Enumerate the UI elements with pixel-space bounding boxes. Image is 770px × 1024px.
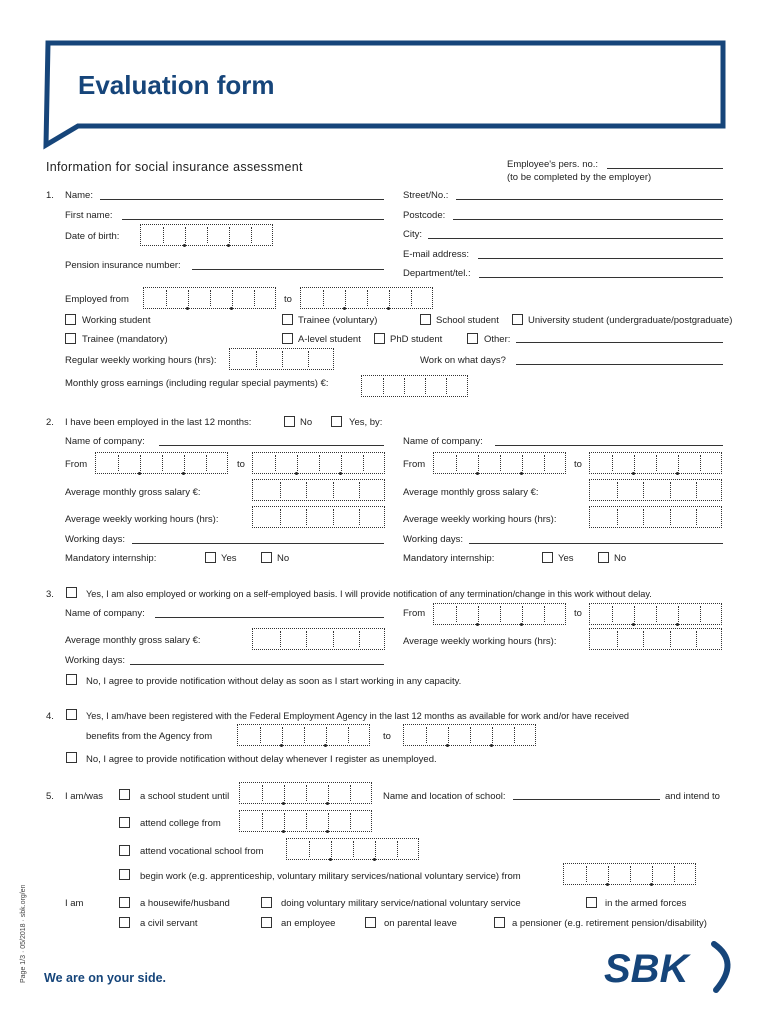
begin-work-label: begin work (e.g. apprenticeship, voluntary military services/national voluntary service) from [140,871,521,882]
company-a-label: Name of company: [65,436,145,447]
company-b-label: Name of company: [403,436,483,447]
self-employed-no-checkbox[interactable] [66,674,77,685]
school-student-checkbox[interactable] [420,314,431,325]
employment-agency-yes-checkbox[interactable] [66,709,77,720]
sbk-logo [602,938,742,998]
company-b-internship-yes-checkbox[interactable] [542,552,553,563]
dept-field[interactable] [479,277,723,278]
company-b-internship-no-checkbox[interactable] [598,552,609,563]
company-a-internship-no-label: No [277,553,290,564]
employee-label: an employee [281,918,336,929]
dob-field[interactable] [140,224,273,246]
employed-12m-yes-checkbox[interactable] [331,416,342,427]
trainee-voluntary-checkbox[interactable] [282,314,293,325]
phd-checkbox[interactable] [374,333,385,344]
first-name-label: First name: [65,210,113,221]
employee-checkbox[interactable] [261,917,272,928]
company-a-internship-no-checkbox[interactable] [261,552,272,563]
voluntary-service-checkbox[interactable] [261,897,272,908]
working-student-checkbox[interactable] [65,314,76,325]
pension-field[interactable] [192,269,384,270]
school-until-checkbox[interactable] [119,789,130,800]
page-info-side-note: Page 1/3 · 05/2018 · sbk.org/en [20,884,27,983]
company-b-internship-no-label: No [614,553,627,564]
iamwas-label: I am/was [65,791,104,802]
housewife-checkbox[interactable] [119,897,130,908]
s3-company-field[interactable] [155,617,384,618]
city-label: City: [403,229,422,240]
company-a-from-label: From [65,459,88,470]
company-a-from-field[interactable] [95,452,228,474]
civil-servant-checkbox[interactable] [119,917,130,928]
section-1-number: 1. [46,190,54,201]
other-label: Other: [484,334,511,345]
first-name-field[interactable] [122,219,384,220]
s3-salary-label: Average monthly gross salary €: [65,635,201,646]
benefits-to-label: to [383,731,391,742]
company-a-hours-label: Average weekly working hours (hrs): [65,514,219,525]
street-field[interactable] [456,199,723,200]
employee-no-label: Employee's pers. no.: [507,159,599,170]
s3-days-field[interactable] [130,664,384,665]
s3-hours-field[interactable] [589,628,722,650]
vocational-field[interactable] [286,838,419,860]
pension-label: Pension insurance number: [65,260,181,271]
company-b-hours-label: Average weekly working hours (hrs): [403,514,557,525]
voluntary-service-label: doing voluntary military service/national voluntary service [281,898,521,909]
self-employed-yes-checkbox[interactable] [66,587,77,598]
company-b-field[interactable] [495,445,723,446]
street-label: Street/No.: [403,190,449,201]
s3-company-label: Name of company: [65,608,145,619]
company-a-days-label: Working days: [65,534,126,545]
other-field[interactable] [516,342,723,343]
weekly-hours-field[interactable] [229,348,334,370]
section-heading: Information for social insurance assessment [46,160,303,174]
college-checkbox[interactable] [119,817,130,828]
self-employed-no-label: No, I agree to provide notification without delay as soon as I start working in any capacity. [86,676,462,687]
employed-from-label: Employed from [65,294,129,305]
parental-leave-label: on parental leave [384,918,457,929]
benefits-from-field[interactable] [237,724,370,746]
s3-salary-field[interactable] [252,628,385,650]
trainee-voluntary-label: Trainee (voluntary) [298,315,378,326]
vocational-label: attend vocational school from [140,846,264,857]
company-b-salary-field[interactable] [589,479,722,501]
housewife-label: a housewife/husband [140,898,230,909]
monthly-gross-label: Monthly gross earnings (including regular special payments) €: [65,378,329,389]
employed-12m-no-label: No [300,417,313,428]
s3-days-label: Working days: [65,655,126,666]
logo-wordmark: SBK [604,947,689,991]
email-field[interactable] [478,258,723,259]
pensioner-checkbox[interactable] [494,917,505,928]
page-title: Evaluation form [78,70,275,100]
employed-from-field[interactable] [143,287,276,309]
employment-agency-no-checkbox[interactable] [66,752,77,763]
school-name-field[interactable] [513,799,660,800]
s3-from-field[interactable] [433,603,566,625]
company-a-salary-label: Average monthly gross salary €: [65,487,201,498]
company-b-days-label: Working days: [403,534,464,545]
school-until-field[interactable] [239,782,372,804]
intend-label: and intend to [665,791,720,802]
footer-slogan: We are on your side. [44,971,167,985]
work-days-label: Work on what days? [420,355,506,366]
city-field[interactable] [428,238,723,239]
dept-label: Department/tel.: [403,268,471,279]
employed-12m-label: I have been employed in the last 12 months: [65,417,252,428]
benefits-from-label: benefits from the Agency from [86,731,213,742]
university-student-checkbox[interactable] [512,314,523,325]
work-days-field[interactable] [516,364,723,365]
company-b-internship-label: Mandatory internship: [403,553,495,564]
school-until-label: a school student until [140,791,230,802]
vocational-checkbox[interactable] [119,845,130,856]
college-label: attend college from [140,818,221,829]
employed-12m-no-checkbox[interactable] [284,416,295,427]
employed-12m-yes-label: Yes, by: [349,417,383,428]
email-label: E-mail address: [403,249,469,260]
company-b-days-field[interactable] [469,543,723,544]
employee-no-note: (to be completed by the employer) [507,172,652,183]
postcode-label: Postcode: [403,210,446,221]
company-a-salary-field[interactable] [252,479,385,501]
begin-work-checkbox[interactable] [119,869,130,880]
employed-to-field[interactable] [300,287,433,309]
working-student-label: Working student [82,315,151,326]
school-name-label: Name and location of school: [383,791,506,802]
civil-servant-label: a civil servant [140,918,198,929]
company-a-field[interactable] [159,445,384,446]
university-student-label: University student (undergraduate/postgraduate) [528,315,733,326]
benefits-to-field[interactable] [403,724,536,746]
armed-forces-label: in the armed forces [605,898,687,909]
company-a-days-field[interactable] [132,543,384,544]
name-label: Name: [65,190,93,201]
company-a-to-label: to [237,459,245,470]
school-student-label: School student [436,315,499,326]
trainee-mandatory-label: Trainee (mandatory) [82,334,168,345]
trainee-mandatory-checkbox[interactable] [65,333,76,344]
armed-forces-checkbox[interactable] [586,897,597,908]
phd-label: PhD student [390,334,443,345]
other-checkbox[interactable] [467,333,478,344]
company-b-from-field[interactable] [433,452,566,474]
self-employed-yes-label: Yes, I am also employed or working on a self-employed basis. I will provide notification of any termination/change in this work without delay. [86,589,652,599]
employment-agency-yes-label: Yes, I am/have been registered with the Federal Employment Agency in the last 12 months as available for work and/or have received [86,711,630,721]
parental-leave-checkbox[interactable] [365,917,376,928]
section-2-number: 2. [46,417,54,428]
weekly-hours-label: Regular weekly working hours (hrs): [65,355,217,366]
company-a-internship-label: Mandatory internship: [65,553,157,564]
company-b-hours-field[interactable] [589,506,722,528]
company-a-hours-field[interactable] [252,506,385,528]
s3-from-label: From [403,608,426,619]
company-b-from-label: From [403,459,426,470]
employee-no-field[interactable] [607,168,723,169]
section-5-number: 5. [46,791,54,802]
company-b-to-label: to [574,459,582,470]
s3-to-field[interactable] [589,603,722,625]
monthly-gross-field[interactable] [361,375,468,397]
employed-to-label: to [284,294,292,305]
alevel-label: A-level student [298,334,361,345]
section-3-number: 3. [46,589,54,600]
employment-agency-no-label: No, I agree to provide notification without delay whenever I register as unemployed. [86,754,437,765]
iam-label: I am [65,898,84,909]
pensioner-label: a pensioner (e.g. retirement pension/disability) [512,918,707,929]
company-b-internship-yes-label: Yes [558,553,574,564]
college-field[interactable] [239,810,372,832]
company-a-to-field[interactable] [252,452,385,474]
begin-work-field[interactable] [563,863,696,885]
alevel-checkbox[interactable] [282,333,293,344]
section-4-number: 4. [46,711,54,722]
dob-label: Date of birth: [65,231,120,242]
s3-hours-label: Average weekly working hours (hrs): [403,636,557,647]
name-field[interactable] [100,199,384,200]
company-a-internship-yes-label: Yes [221,553,237,564]
company-a-internship-yes-checkbox[interactable] [205,552,216,563]
company-b-salary-label: Average monthly gross salary €: [403,487,539,498]
s3-to-label: to [574,608,582,619]
company-b-to-field[interactable] [589,452,722,474]
postcode-field[interactable] [453,219,723,220]
